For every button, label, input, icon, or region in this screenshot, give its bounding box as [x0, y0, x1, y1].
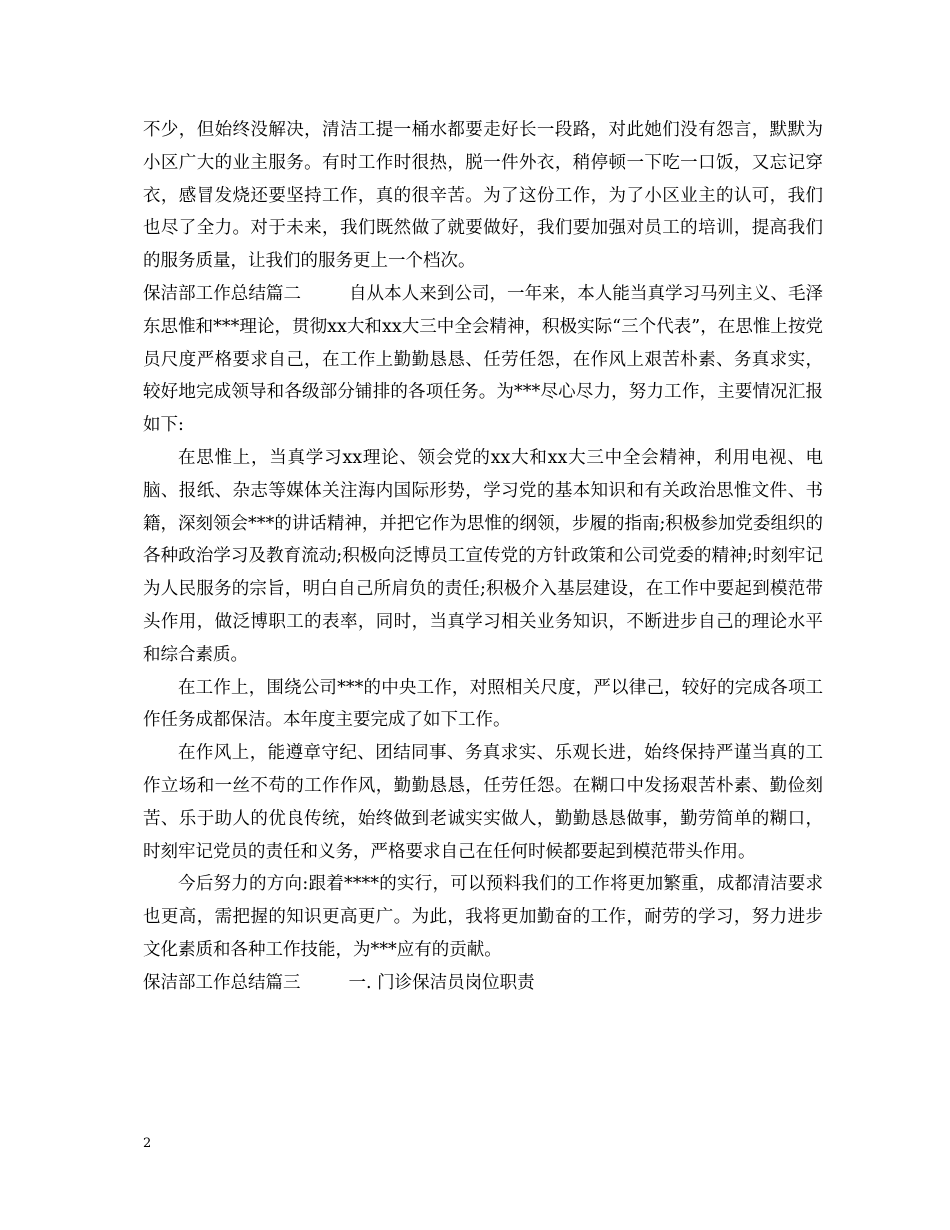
- paragraph-continuation: 不少，但始终没解决，清洁工提一桶水都要走好长一段路，对此她们没有怨言，默默为小区广大的业主服务。有时工作时很热，脱一件外衣，稍停顿一下吃一口饭，又忘记穿衣，感冒发烧还要坚持工作，真的很辛苦。为了这份工作，为了小区业主的认可，我们也尽了全力。对于未来，我们既然做了就要做好，我们要加强对员工的培训，提高我们的服务质量，让我们的服务更上一个档次。: [143, 120, 823, 272]
- section-three-intro: [143, 967, 823, 1000]
- document-body: [143, 114, 823, 1000]
- paragraph-style: 在作风上，能遵章守纪、团结同事、务真求实、乐观长进，始终保持严谨当真的工作立场和一丝不苟的工作作风，勤勤恳恳，任劳任怨。在糊口中发扬艰苦朴素、勤俭刻苦、乐于助人的优良传统，始终做到老诚实实做人，勤勤恳恳做事，勤劳简单的糊口，时刻牢记党员的责任和义务，严格要求自己在任何时候都要起到模范带头作用。: [143, 743, 823, 862]
- paragraph-work: 在工作上，围绕公司***的中央工作，对照相关尺度，严以律己，较好的完成各项工作任务成都保洁。本年度主要完成了如下工作。: [143, 677, 823, 731]
- section-three-title: 保洁部工作总结篇三: [143, 972, 301, 993]
- paragraph-thinking: 在思惟上，当真学习xx理论、领会党的xx大和xx大三中全会精神，利用电视、电脑、报纸、杂志等媒体关注海内国际形势，学习党的基本知识和有关政治思惟文件、书籍，深刻领会***的讲话精神，并把它作为思惟的纲领，步履的指南;积极参加党委组织的各种政治学习及教育流动;积极向泛博员工宣传党的方针政策和公司党委的精神;时刻牢记为人民服务的宗旨，明白自己所肩负的责任;积极介入基层建设，在工作中要起到模范带头作用，做泛博职工的表率，同时，当真学习相关业务知识，不断进步自己的理论水平和综合素质。: [143, 447, 823, 665]
- section-two-title: 保洁部工作总结篇二: [143, 283, 301, 304]
- paragraph-future: 今后努力的方向:跟着****的实行，可以预料我们的工作将更加繁重，成都清洁要求也更高，需把握的知识更高更广。为此，我将更加勤奋的工作，耐劳的学习，努力进步文化素质和各种工作技能，为***应有的贡献。: [143, 874, 823, 960]
- section-three-text: 一. 门诊保洁员岗位职责: [348, 972, 535, 993]
- page-number: 2: [143, 1136, 152, 1151]
- section-two-intro: [143, 278, 823, 442]
- section-two-text: 自从本人来到公司，一年来，本人能当真学习马列主义、毛泽东思惟和***理论，贯彻xx大和xx大三中全会精神，积极实际“三个代表”，在思惟上按党员尺度严格要求自己，在工作上勤勤恳恳、任劳任怨，在作风上艰苦朴素、务真求实，较好地完成领导和各级部分铺排的各项任务。为***尽心尽力，努力工作，主要情况汇报如下:: [143, 283, 823, 436]
